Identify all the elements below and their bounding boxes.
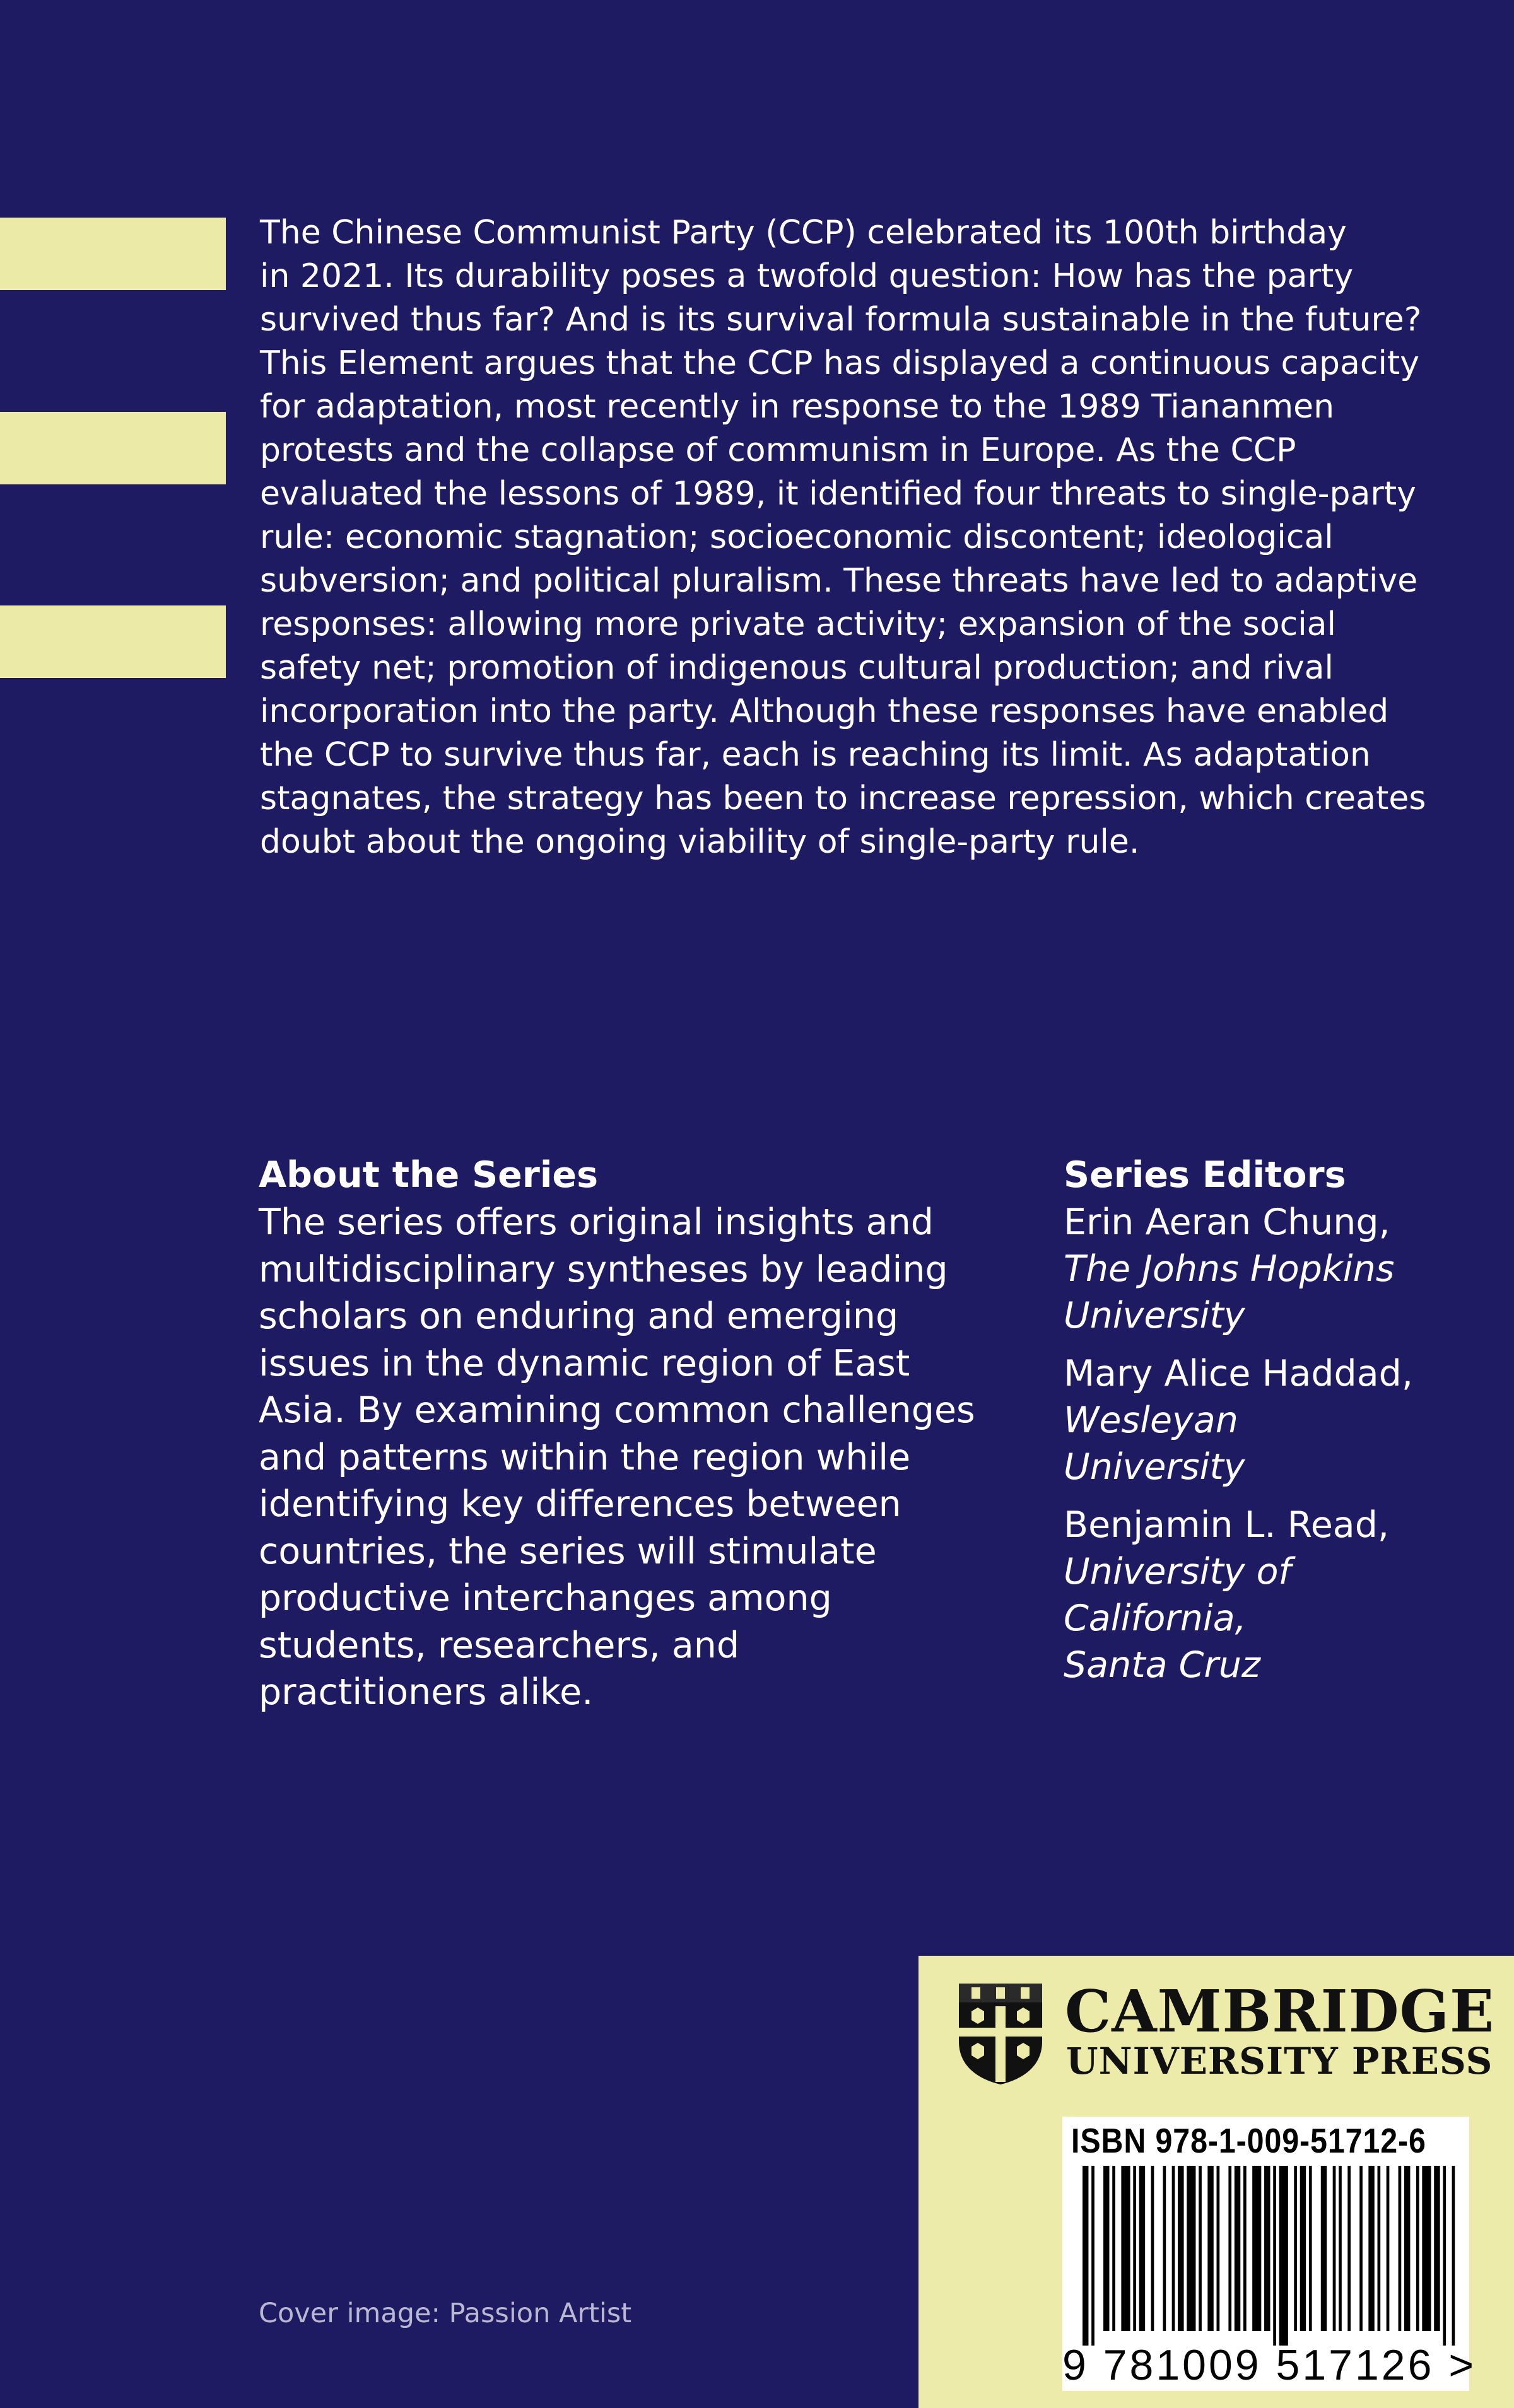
barcode-bar bbox=[1172, 2166, 1175, 2331]
barcode-bar bbox=[1279, 2166, 1288, 2346]
cambridge-crest-icon bbox=[956, 1981, 1045, 2086]
barcode-bar bbox=[1151, 2166, 1154, 2331]
barcode-bar bbox=[1252, 2166, 1261, 2331]
editor-affiliation: The Johns Hopkins University bbox=[1064, 1248, 1395, 1336]
barcode-bar bbox=[1452, 2166, 1455, 2346]
barcode-bar bbox=[1378, 2166, 1381, 2331]
barcode-bar bbox=[1294, 2166, 1297, 2331]
publisher-panel bbox=[918, 1956, 1514, 2408]
decorative-stripe bbox=[0, 605, 226, 678]
publisher-subtitle: UNIVERSITY PRESS bbox=[1066, 2040, 1493, 2083]
editor-affiliation: University of California, Santa Cruz bbox=[1064, 1551, 1291, 1686]
barcode-bar bbox=[1443, 2166, 1446, 2346]
decorative-stripe bbox=[0, 218, 226, 290]
editor-name: Mary Alice Haddad, bbox=[1064, 1353, 1413, 1394]
editors-heading: Series Editors bbox=[1064, 1154, 1346, 1196]
barcode-bar bbox=[1347, 2166, 1351, 2331]
barcode-bar bbox=[1228, 2166, 1231, 2331]
barcode-bar bbox=[1387, 2166, 1390, 2331]
about-text: The series offers original insights and multidisciplinary syntheses by leading scholars on enduring and emerging issues in the dynamic region of East Asia. By examining common challenges and patterns within the region while identifying key differences between countries, the series will stimulate productive interchanges among students, researchers, and practitioners alike. bbox=[259, 1201, 975, 1713]
barcode-bar bbox=[1199, 2166, 1202, 2331]
barcode-bar bbox=[1434, 2166, 1440, 2331]
barcode-bar bbox=[1368, 2166, 1374, 2331]
barcode-bar bbox=[1207, 2166, 1213, 2331]
barcode-bar bbox=[1178, 2166, 1183, 2331]
barcode-bar bbox=[1121, 2166, 1130, 2331]
decorative-stripe bbox=[0, 412, 226, 484]
barcode-bar bbox=[1217, 2166, 1220, 2331]
barcode-bar bbox=[1273, 2166, 1276, 2346]
barcode-bar bbox=[1139, 2166, 1145, 2331]
editor-entry bbox=[1064, 1350, 1480, 1490]
barcode-bar bbox=[1133, 2166, 1136, 2331]
barcode-bar bbox=[1422, 2166, 1431, 2331]
about-the-series bbox=[259, 1151, 1003, 1716]
barcode-bar bbox=[1404, 2166, 1410, 2331]
barcode-bar bbox=[1321, 2166, 1327, 2331]
barcode-bar bbox=[1235, 2166, 1240, 2331]
editor-name: Erin Aeran Chung, bbox=[1064, 1201, 1390, 1243]
barcode-bar bbox=[1112, 2166, 1115, 2331]
ean-digits: 9 781009 517126 > bbox=[1062, 2341, 1477, 2389]
barcode-bar bbox=[1333, 2166, 1336, 2331]
barcode-bars bbox=[1083, 2166, 1458, 2346]
editor-affiliation: Wesleyan University bbox=[1064, 1400, 1245, 1488]
editor-name: Benjamin L. Read, bbox=[1064, 1504, 1390, 1546]
barcode-bar bbox=[1399, 2166, 1402, 2331]
barcode-bar bbox=[1187, 2166, 1195, 2331]
publisher-name: CAMBRIDGE bbox=[1065, 1977, 1495, 2045]
barcode-bar bbox=[1083, 2166, 1088, 2346]
isbn-label: ISBN 978-1-009-51712-6 bbox=[1071, 2121, 1426, 2160]
about-heading: About the Series bbox=[259, 1154, 599, 1196]
barcode-bar bbox=[1300, 2166, 1306, 2331]
barcode-bar bbox=[1103, 2166, 1109, 2331]
editor-entry bbox=[1064, 1199, 1480, 1339]
editor-entry bbox=[1064, 1502, 1480, 1688]
barcode bbox=[1062, 2117, 1477, 2391]
barcode-bar bbox=[1339, 2166, 1342, 2331]
book-description: The Chinese Communist Party (CCP) celebrated its 100th birthday in 2021. Its durability poses a twofold question: How has the party survived thus far? And is its survival formula sustainable in the future? This Element argues that the CCP has displayed a continuous capacity for adaptation, most recently in response to the 1989 Tiananmen protests and the collapse of communism in Europe. As the CCP evaluated the lessons of 1989, it identified four threats to single-party rule: economic stagnation; socioeconomic discontent; ideological subversion; and political pluralism. These threats have led to adaptive responses: allowing more private activity; expansion of the social safety net; promotion of indigenous cultural production; and rival incorporation into the party. Although these responses have enabled the CCP to survive thus far, each is reaching its limit. As adaptation stagnates, the strategy has been to increase repression, which creates doubt about the ongoing viability of single-party rule. bbox=[260, 214, 1426, 861]
barcode-bar bbox=[1359, 2166, 1363, 2331]
barcode-bar bbox=[1309, 2166, 1312, 2331]
barcode-bar bbox=[1163, 2166, 1166, 2331]
barcode-bar bbox=[1264, 2166, 1270, 2331]
cover-image-credit: Cover image: Passion Artist bbox=[259, 2298, 632, 2329]
barcode-bar bbox=[1091, 2166, 1094, 2346]
series-editors bbox=[1064, 1151, 1480, 1700]
barcode-bar bbox=[1243, 2166, 1247, 2331]
barcode-bar bbox=[1416, 2166, 1419, 2331]
